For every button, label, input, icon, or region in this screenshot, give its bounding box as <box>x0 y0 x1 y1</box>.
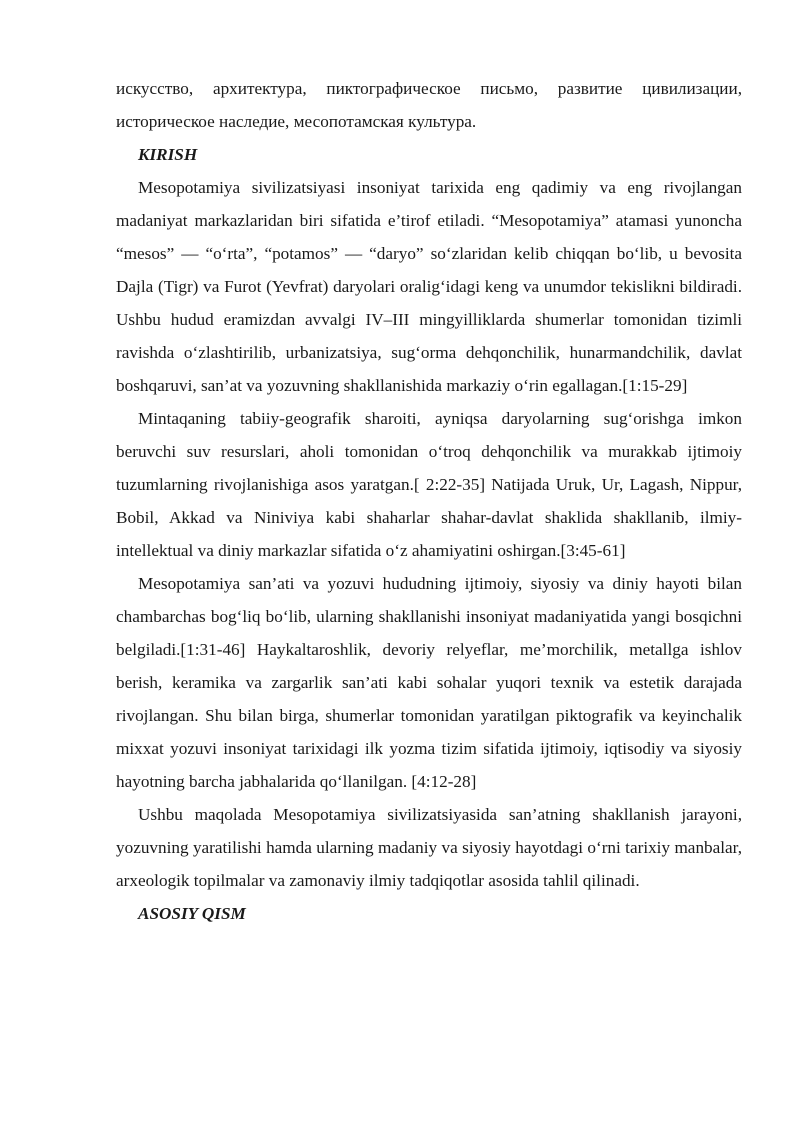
document-page <box>116 72 742 930</box>
paragraph-3: Mesopotamiya san’ati va yozuvi hududning ijtimoiy, siyosiy va diniy hayoti bilan chambarchas bog‘liq bo‘lib, ularning shakllanishi insoniyat madaniyatida yangi bosqichni belgiladi.[1:31-46] Haykaltaroshlik, devoriy relyeflar, me’morchilik, metallga ishlov berish, keramika va zargarlik san’ati kabi sohalar yuqori texnik va estetik darajada rivojlangan. Shu bilan birga, shumerlar tomonidan yaratilgan piktografik va keyinchalik mixxat yozuvi insoniyat tarixidagi ilk yozma tizim sifatida ijtimoiy, iqtisodiy va siyosiy hayotning barcha jabhalarida qo‘llanilgan. [4:12-28] <box>116 574 742 791</box>
paragraph-4: Ushbu maqolada Mesopotamiya sivilizatsiyasida san’atning shakllanish jarayoni, yozuvning yaratilishi hamda ularning madaniy va siyosiy hayotdagi o‘rni tarixiy manbalar, arxeologik topilmalar va zamonaviy ilmiy tadqiqotlar asosida tahlil qilinadi. <box>116 805 742 890</box>
keywords-continuation: искусство, архитектура, пиктографическое письмо, развитие цивилизации, историческое наследие, месопотамская культура. <box>116 79 742 131</box>
paragraph-1: Mesopotamiya sivilizatsiyasi insoniyat tarixida eng qadimiy va eng rivojlangan madaniyat markazlaridan biri sifatida e’tirof etiladi. “Mesopotamiya” atamasi yunoncha “mesos” — “o‘rta”, “potamos” — “daryo” so‘zlaridan kelib chiqqan bo‘lib, u bevosita Dajla (Tigr) va Furot (Yevfrat) daryolari oralig‘idagi keng va unumdor tekislikni bildiradi. Ushbu hudud eramizdan avvalgi IV–III mingyilliklarda shumerlar tomonidan tizimli ravishda o‘zlashtirilib, urbanizatsiya, sug‘orma dehqonchilik, hunarmandchilik, davlat boshqaruvi, san’at va yozuvning shakllanishida markaziy o‘rin egallagan.[1:15-29] <box>116 178 742 395</box>
paragraph-2: Mintaqaning tabiiy-geografik sharoiti, ayniqsa daryolarning sug‘orishga imkon beruvchi suv resurslari, aholi tomonidan o‘troq dehqonchilik va murakkab ijtimoiy tuzumlarning rivojlanishiga asos yaratgan.[ 2:22-35] Natijada Uruk, Ur, Lagash, Nippur, Bobil, Akkad va Niniviya kabi shaharlar shahar-davlat shaklida shakllanib, ilmiy-intellektual va diniy markazlar sifatida o‘z ahamiyatini oshirgan.[3:45-61] <box>116 409 742 560</box>
heading-main-part: ASOSIY QISM <box>138 904 246 923</box>
heading-introduction: KIRISH <box>138 145 198 164</box>
